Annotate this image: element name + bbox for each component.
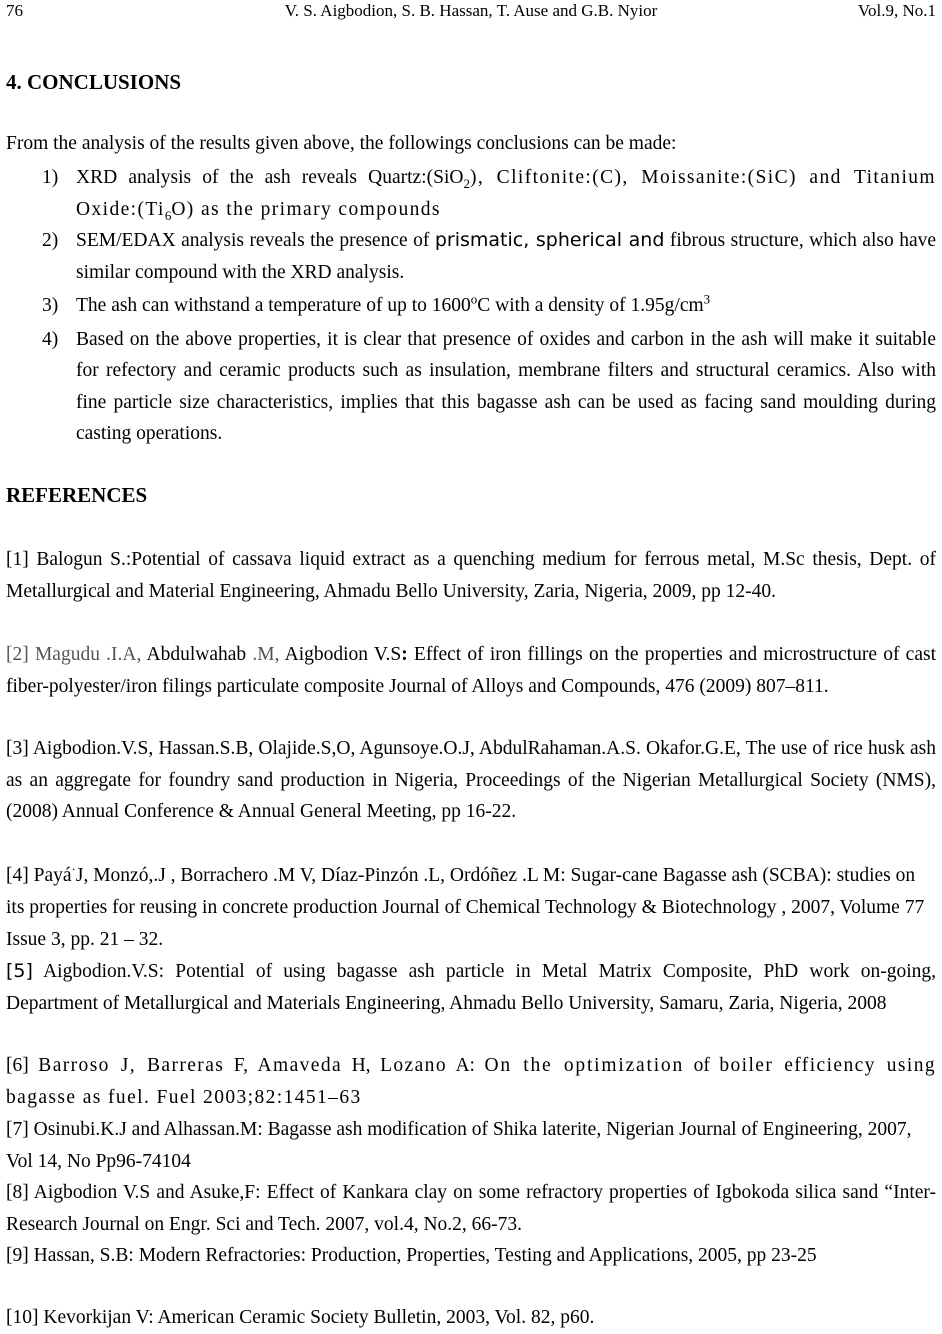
reference-2: [2] Magudu .I.A, Abdulwahab .M, Aigbodion V.S: Effect of iron fillings on the properties and microstructure of cast fiber-polyester/iron filings particulate composite Journal of Alloys and Compounds, 476 (2009) 807–811. [6, 644, 936, 697]
conclusion-item-1: 1) XRD analysis of the ash reveals Quartz:(SiO$_2$), Cliftonite:(C), Moissanite:(SiC) and Titanium $Oxide:(Ti_6O)$ as the primary compounds [6, 162, 936, 225]
reference-7: [7] Osinubi.K.J and Alhassan.M: Bagasse ash modification of Shika laterite, Nigerian Journal of Engineering, 2007, Vol 14, No Pp96-74104 [6, 1119, 912, 1172]
references-heading: REFERENCES [6, 483, 148, 507]
reference-10: [10] Kevorkijan V: American Ceramic Society Bulletin, 2003, Vol. 82, p60. [6, 1307, 595, 1328]
item-number: 1) [42, 167, 59, 188]
reference-1: [1] Balogun S.:Potential of cassava liquid extract as a quenching medium for ferrous metal, M.Sc thesis, Dept. of Metallurgical and Material Engineering, Ahmadu Bello University, Zaria, Nigeria, 2009, pp 12-40. [6, 549, 936, 602]
conclusion-item-4: 4) Based on the above properties, it is clear that presence of oxides and carbon in the ash will make it suitable for refectory and ceramic products such as insulation, membrane filters and structural ceramics. Also with fine particle size characteristics, implies that this bagasse ash can be used as facing sand moulding during casting operations. [6, 324, 936, 450]
journal-volume: Vol.9, No.1 [857, 1, 936, 20]
conclusions-heading: 4. CONCLUSIONS [6, 70, 182, 94]
conclusion-item-2: 2) SEM/EDAX analysis reveals the presence of prismatic, spherical and fibrous structure, which also have similar compound with the XRD analysis. [6, 225, 936, 288]
item-number: 3) [42, 295, 59, 316]
running-authors: V. S. Aigbodion, S. B. Hassan, T. Ause and G.B. Nyior [284, 1, 658, 20]
item-number: 2) [42, 230, 59, 251]
reference-3: [3] Aigbodion.V.S, Hassan.S.B, Olajide.S,O, Agunsoye.O.J, AbdulRahaman.A.S. Okafor.G.E, The use of rice husk ash as an aggregate for foundry sand production in Nigeria, Proceedings of the Nigerian Metallurgical Society (NMS), (2008) Annual Conference & Annual General Meeting, pp 16-22. [6, 738, 936, 822]
reference-8: [8] Aigbodion V.S and Asuke,F: Effect of Kankara clay on some refractory properties of Igbokoda silica sand “Inter-Research Journal on Engr. Sci and Tech. 2007, vol.4, No.2, 66-73. [6, 1182, 936, 1235]
reference-4: [4] Payá·J, Monzó,.J , Borrachero .M V, Díaz-Pinzón .L, Ordóñez .L M: Sugar-cane Bagasse ash (SCBA): studies on its properties for reusing in concrete production Journal of Chemical Technology & Biotechnology , 2007, Volume 77 Issue 3, pp. 21 – 32. [6, 861, 925, 950]
conclusions-intro: From the analysis of the results given above, the followings conclusions can be made: [6, 133, 677, 154]
page-header [6, 0, 936, 22]
item-number: 4) [42, 328, 59, 350]
reference-5: [5] Aigbodion.V.S: Potential of using bagasse ash particle in Metal Matrix Composite, PhD work on-going, Department of Metallurgical and Materials Engineering, Ahmadu Bello University, Samaru, Zaria, Nigeria, 2008 [6, 960, 936, 1014]
conclusions-list [6, 162, 936, 450]
reference-9: [9] Hassan, S.B: Modern Refractories: Production, Properties, Testing and Applications, 2005, pp 23-25 [6, 1245, 817, 1266]
reference-6: [6] Barroso J, Barreras F, Amaveda H, Lozano A: On the optimization of boiler efficiency using bagasse as fuel. Fuel 2003;82:1451–63 [6, 1055, 937, 1108]
conclusion-item-3: 3) The ash can withstand a temperature of up to 1600$^o$C with a density of $1.95g/cm^3$ [6, 290, 936, 322]
page-number: 76 [6, 1, 23, 20]
